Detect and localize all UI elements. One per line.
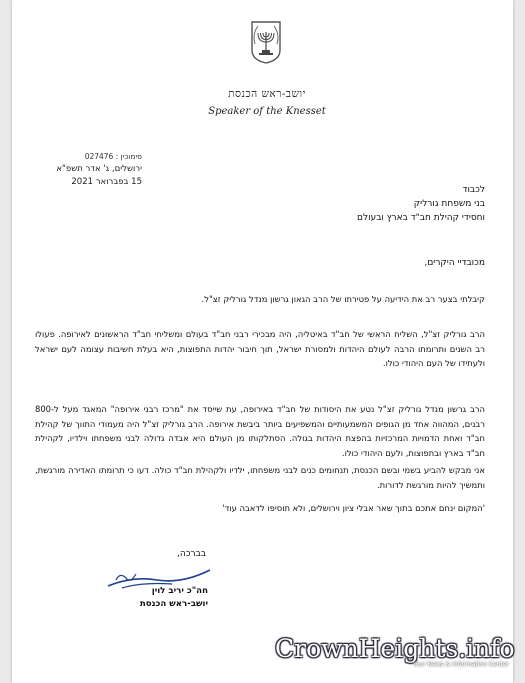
office-title-english: Speaker of the Knesset <box>208 106 326 117</box>
site-watermark <box>275 628 515 674</box>
signer-name: חה"כ יריב לוין <box>151 586 208 596</box>
body-paragraph: קיבלתי בצער רב את הידיעה על פטירתו של הרב הגאון גרשון מנדל גורליק זצ"ל. <box>201 294 485 304</box>
office-title-hebrew: יושב-ראש הכנסת <box>228 88 306 100</box>
letter-meta <box>52 150 142 189</box>
condolence-verse: 'המקום ינחם אתכם בתוך שאר אבלי ציון וירושלים, ולא תוסיפו לדאבה עוד' <box>222 503 485 513</box>
signer-title: יושב-ראש הכנסת <box>139 599 208 609</box>
body-paragraph: הרב גרשון מנדל גורליק זצ"ל נטע את היסודות של חב"ד באירופה, עת שייסד את "מרכז רבני אירופה" המאגד מעל ל-800 רבנים, המהווה אחד מן הגופים המשמעותיים והמשפיעים ביותר ביבשת אירופה. הרב גורליק זצ"ל היה מעמודי התווך של קהילת חב"ד ואחת הדמויות המרכזיות בהפצת היהדות בגולה. הסתלקותו מן העולם היא אבדה גדולה לבני משפחתו וילדיו, לקהילת חב"ד בארץ ובתפוצות, ולעם היהודי כולו. <box>35 404 485 458</box>
addressee-line: לכבוד <box>462 185 485 195</box>
reference-number: סימוכין : 027476 <box>84 152 142 161</box>
watermark-tagline: Your News & Information Center <box>412 661 509 668</box>
watermark-logo: CrownHeights.info <box>275 634 515 663</box>
salutation: מכובדיי היקרים, <box>424 258 485 268</box>
body-paragraph: אני מבקש להביע בשמי ובשם הכנסת, תנחומים כנים לבני משפחתו, ילדיו ולקהילת חב"ד כולה. דעו כי תרומתו האדירה מורגשת, ותמשיך להיות מורגשת לדורות. <box>35 465 485 490</box>
addressee-block <box>165 183 485 225</box>
letter-page <box>12 0 513 683</box>
hebrew-date: ירושלים, ג' אדר תשפ"א <box>56 164 142 174</box>
gregorian-date: 15 בפברואר 2021 <box>71 177 142 187</box>
blessing-line: בברכה, <box>177 549 206 559</box>
addressee-line: בני משפחת גורליק <box>413 199 485 209</box>
body-paragraph: הרב גורליק זצ"ל, השליח הראשי של חב"ד באיטליה, היה מבכירי רבני חב"ד בעולם ומשליחי חב"ד הראשונים לאירופה. פעולו רב השנים ותרומתו הרבה לעולם היהדות ולמסורת ישראל, תוך חיבור יהדות התפוצות, היא בעלת חשיבות עצומה לעם ישראל ולעתידו של העם היהודי כולו. <box>35 329 485 368</box>
knesset-emblem-icon <box>248 20 284 64</box>
signer-block <box>98 585 208 611</box>
addressee-line: וחסידי קהילת חב"ד בארץ ובעולם <box>357 213 485 223</box>
